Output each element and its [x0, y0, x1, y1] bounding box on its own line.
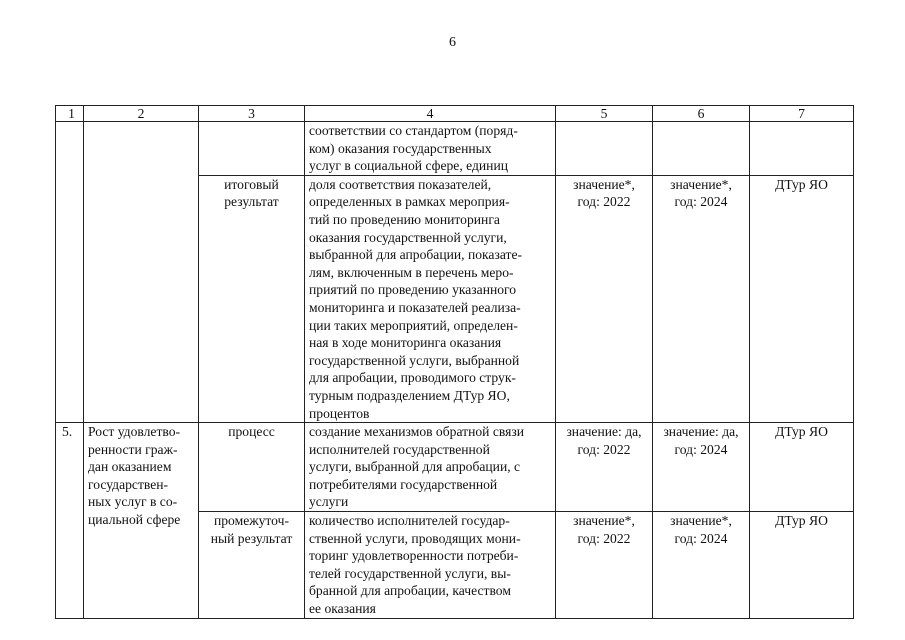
responsible-cell: ДТур ЯО	[750, 175, 854, 422]
table-row	[56, 423, 854, 512]
indicator-description-cell: соответствии со стандартом (поряд- ком) оказания государственных услуг в социальной сфере, единиц	[305, 122, 556, 176]
value-2024-cell: значение*, год: 2024	[653, 175, 750, 422]
responsible-cell: ДТур ЯО	[750, 423, 854, 512]
indicator-type-cell: процесс	[199, 423, 305, 512]
indicator-description-cell: доля соответствия показателей, определенных в рамках мероприя- тий по проведению мониторинга оказания государственной услуги, выбранной для апробации, показате- лям, включенным в перечень меро- приятий по проведению указанного мониторинга и показателей реализа- ции таких мероприятий, определен- ная в ходе мониторинга оказания государственной услуги, выбранной для апробации, проводимого струк- турным подразделением ДТур ЯО, процентов	[305, 175, 556, 422]
header-col-4: 4	[305, 106, 556, 122]
indicator-type-cell: промежуточ- ный результат	[199, 512, 305, 619]
goal-cell: Рост удовлетво- ренности граж- дан оказанием государствен- ных услуг в со- циальной сфере	[84, 423, 199, 619]
indicator-description-cell: количество исполнителей государ- ственной услуги, проводящих мони- торинг удовлетворенности потреби- телей государственной услуги, вы- бранной для апробации, качеством ее оказания	[305, 512, 556, 619]
responsible-cell	[750, 122, 854, 176]
header-col-1: 1	[56, 106, 84, 122]
header-col-5: 5	[556, 106, 653, 122]
table-header-row	[56, 106, 854, 122]
indicator-type-cell: итоговый результат	[199, 175, 305, 422]
header-col-6: 6	[653, 106, 750, 122]
header-col-2: 2	[84, 106, 199, 122]
indicator-description-cell: создание механизмов обратной связи исполнителей государственной услуги, выбранной для апробации, с потребителями государственной услуги	[305, 423, 556, 512]
responsible-cell: ДТур ЯО	[750, 512, 854, 619]
results-table	[55, 105, 854, 619]
indicator-type-cell	[199, 122, 305, 176]
value-2022-cell: значение*, год: 2022	[556, 175, 653, 422]
value-2024-cell: значение: да, год: 2024	[653, 423, 750, 512]
value-2022-cell	[556, 122, 653, 176]
value-2022-cell: значение*, год: 2022	[556, 512, 653, 619]
row-number: 5.	[56, 423, 84, 619]
value-2024-cell	[653, 122, 750, 176]
row-number	[56, 122, 84, 423]
page-number: 6	[449, 35, 456, 50]
value-2024-cell: значение*, год: 2024	[653, 512, 750, 619]
header-col-7: 7	[750, 106, 854, 122]
value-2022-cell: значение: да, год: 2022	[556, 423, 653, 512]
goal-cell	[84, 122, 199, 423]
table-row	[56, 122, 854, 176]
header-col-3: 3	[199, 106, 305, 122]
